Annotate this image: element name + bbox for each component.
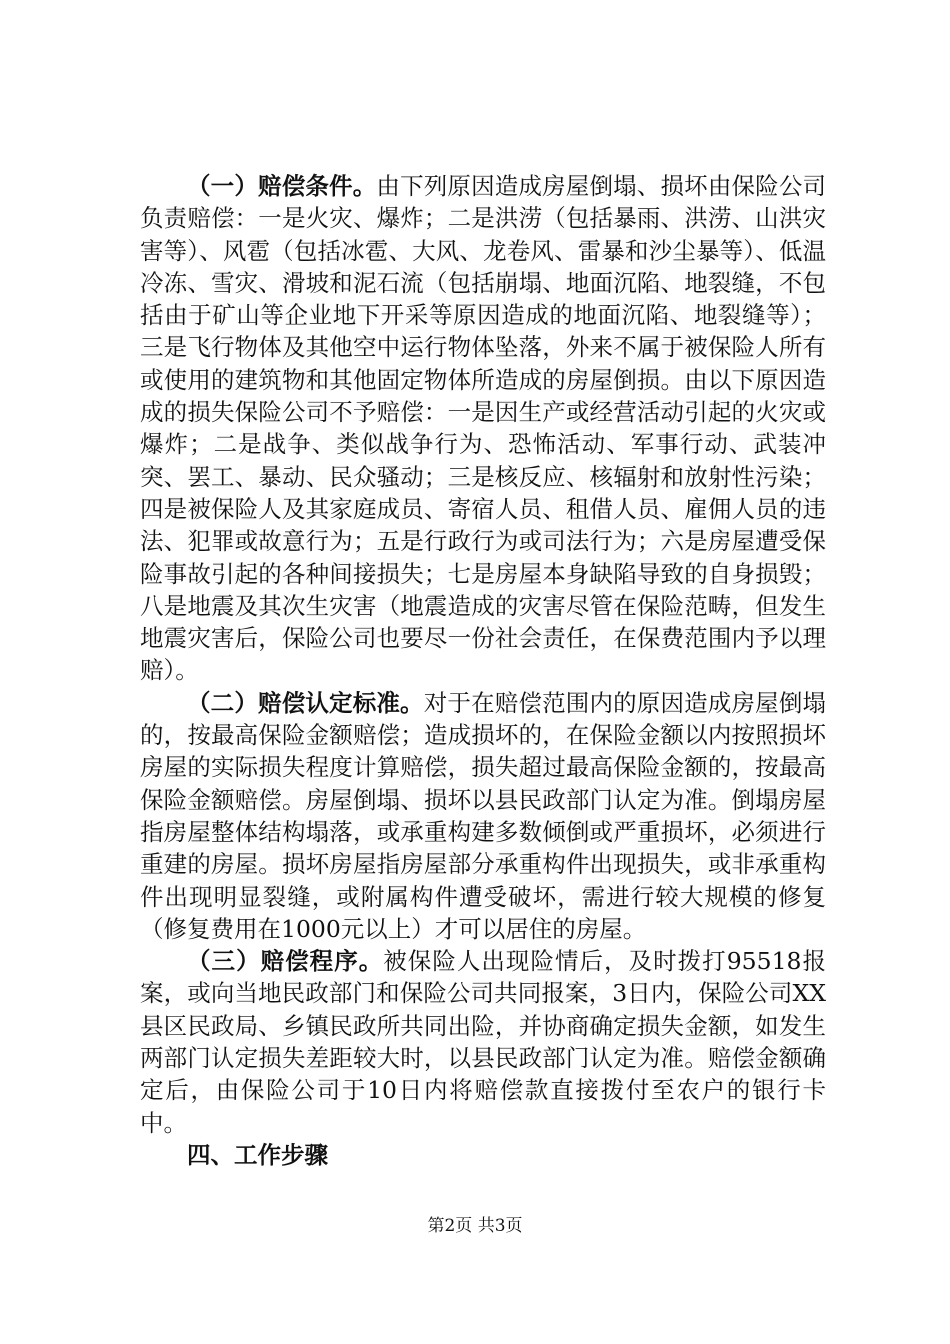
paragraph-compensation-procedure — [140, 945, 826, 1139]
paragraph-lead: （三）赔偿程序。 — [187, 947, 384, 976]
paragraph-lead: （一）赔偿条件。 — [187, 172, 377, 200]
document-body — [140, 170, 826, 1171]
paragraph-lead: （二）赔偿认定标准。 — [187, 688, 424, 717]
paragraph-text: 由下列原因造成房屋倒塌、损坏由保险公司负责赔偿：一是火灾、爆炸；二是洪涝（包括暴雨、洪涝、山洪灾害等）、风雹（包括冰雹、大风、龙卷风、雷暴和沙尘暴等）、低温冷冻、雪灾、滑坡和泥石流（包括崩塌、地面沉陷、地裂缝，不包括由于矿山等企业地下开采等原因造成的地面沉陷、地裂缝等）；三是飞行物体及其他空中运行物体坠落，外来不属于被保险人所有或使用的建筑物和其他固定物体所造成的房屋倒损。由以下原因造成的损失保险公司不予赔偿：一是因生产或经营活动引起的火灾或爆炸；二是战争、类似战争行为、恐怖活动、军事行动、武装冲突、罢工、暴动、民众骚动；三是核反应、核辐射和放射性污染；四是被保险人及其家庭成员、寄宿人员、租借人员、雇佣人员的违法、犯罪或故意行为；五是行政行为或司法行为；六是房屋遭受保险事故引起的各种间接损失；七是房屋本身缺陷导致的自身损毁；八是地震及其次生灾害（地震造成的灾害尽管在保险范畴，但发生地震灾害后，保险公司也要尽一份社会责任，在保费范围内予以理赔）。 — [140, 172, 827, 685]
paragraph-compensation-conditions — [140, 170, 826, 687]
paragraph-text: 被保险人出现险情后，及时拨打95518报案，或向当地民政部门和保险公司共同报案，3日内，保险公司XX县区民政局、乡镇民政所共同出险，并协商确定损失金额，如发生两部门认定损失差距较大时，以县民政部门认定为准。赔偿金额确定后，由保险公司于10日内将赔偿款直接拨付至农户的银行卡中。 — [140, 947, 827, 1137]
paragraph-text: 对于在赔偿范围内的原因造成房屋倒塌的，按最高保险金额赔偿；造成损坏的，在保险金额以内按照损坏房屋的实际损失程度计算赔偿，损失超过最高保险金额的，按最高保险金额赔偿。房屋倒塌、损坏以县民政部门认定为准。倒塌房屋指房屋整体结构塌落，或承重构建多数倾倒或严重损坏，必须进行重建的房屋。损坏房屋指房屋部分承重构件出现损失，或非承重构件出现明显裂缝，或附属构件遭受破坏，需进行较大规模的修复（修复费用在1000元以上）才可以居住的房屋。 — [140, 688, 827, 943]
paragraph-compensation-standards — [140, 687, 826, 945]
page-number-footer: 第2页 共3页 — [427, 1216, 523, 1236]
section-heading: 四、工作步骤 — [187, 1140, 328, 1169]
